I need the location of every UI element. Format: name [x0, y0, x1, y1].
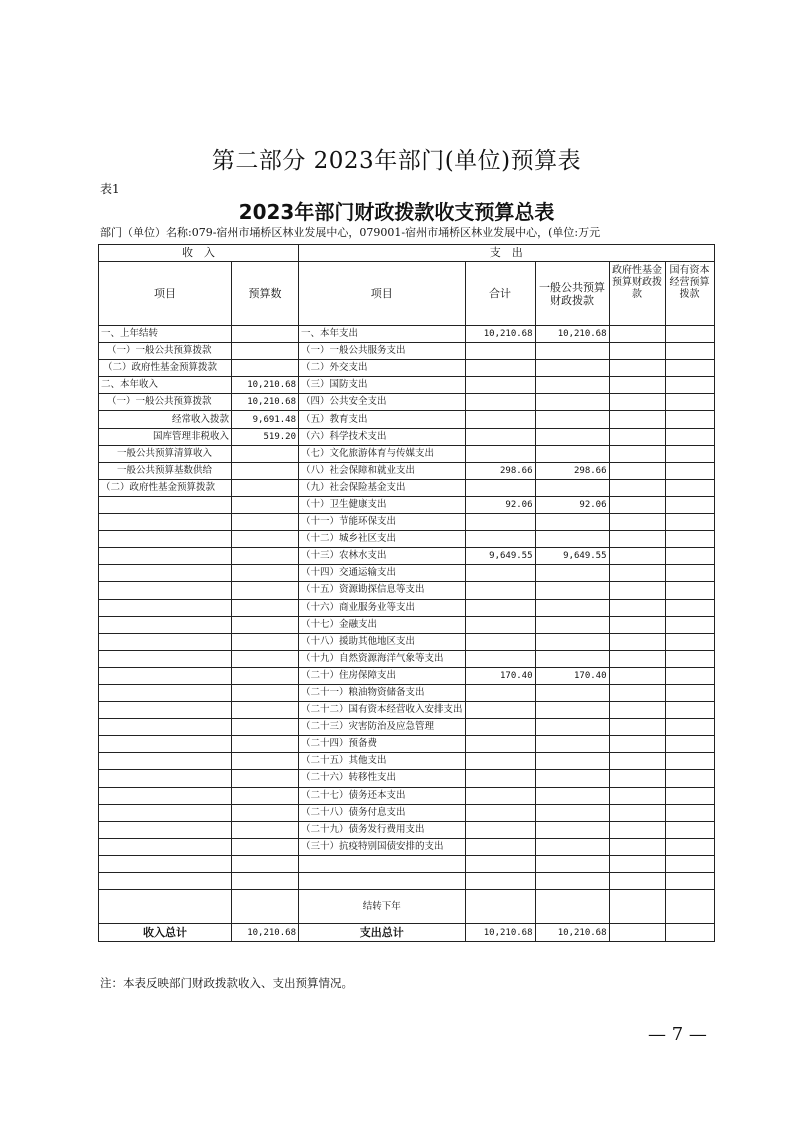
income-value-cell — [232, 770, 299, 787]
expense-fund-cell — [609, 479, 665, 496]
income-item-cell — [99, 582, 232, 599]
expense-state-cell — [665, 394, 714, 411]
income-item-cell — [99, 719, 232, 736]
expense-general-cell — [535, 855, 609, 872]
expense-item-cell: （二十五）其他支出 — [299, 753, 466, 770]
expense-state-cell — [665, 633, 714, 650]
table-row — [99, 838, 715, 855]
expense-general-cell — [535, 428, 609, 445]
expense-item-cell: （十四）交通运输支出 — [299, 565, 466, 582]
expense-fund-cell — [609, 736, 665, 753]
expense-state-cell — [665, 821, 714, 838]
expense-state-cell — [665, 531, 714, 548]
expense-state-cell — [665, 462, 714, 479]
expense-total-cell — [465, 804, 535, 821]
expense-general-cell — [535, 873, 609, 890]
table-row — [99, 633, 715, 650]
expense-state-cell — [665, 599, 714, 616]
income-value-cell — [232, 343, 299, 360]
table-row — [99, 360, 715, 377]
expense-state-cell — [665, 496, 714, 513]
expense-state-cell — [665, 514, 714, 531]
income-item-cell — [99, 667, 232, 684]
income-item-cell — [99, 787, 232, 804]
income-item-cell — [99, 514, 232, 531]
expense-fund-cell — [609, 496, 665, 513]
expense-fund-cell — [609, 548, 665, 565]
income-item-cell — [99, 684, 232, 701]
expense-general-cell — [535, 719, 609, 736]
expense-fund-cell — [609, 377, 665, 394]
expense-item-cell: （二十）住房保障支出 — [299, 667, 466, 684]
expense-state-cell — [665, 565, 714, 582]
expense-total-value: 10,210.68 — [465, 924, 535, 942]
table-row — [99, 599, 715, 616]
expense-item-cell: （二十六）转移性支出 — [299, 770, 466, 787]
expense-total-cell — [465, 565, 535, 582]
expense-general-cell — [535, 531, 609, 548]
expense-total-cell: 10,210.68 — [465, 326, 535, 343]
expense-general-cell — [535, 599, 609, 616]
expense-item-cell: （十八）援助其他地区支出 — [299, 633, 466, 650]
expense-total-cell — [465, 736, 535, 753]
income-value-cell — [232, 599, 299, 616]
expense-general-cell — [535, 616, 609, 633]
expense-item-cell: （一）一般公共服务支出 — [299, 343, 466, 360]
expense-state-cell — [665, 787, 714, 804]
footnote: 注：本表反映部门财政拨款收入、支出预算情况。 — [100, 976, 353, 990]
table-row — [99, 855, 715, 872]
expense-item-cell: （十五）资源勘探信息等支出 — [299, 582, 466, 599]
income-total-value: 10,210.68 — [232, 924, 299, 942]
income-value-cell — [232, 616, 299, 633]
expense-state-cell — [665, 804, 714, 821]
expense-state-cell — [665, 855, 714, 872]
column-header-row — [99, 262, 715, 326]
expense-total-cell — [465, 719, 535, 736]
table-row — [99, 343, 715, 360]
expense-item-cell: （八）社会保障和就业支出 — [299, 462, 466, 479]
expense-item-cell — [299, 873, 466, 890]
expense-general-cell — [535, 821, 609, 838]
section-header-row — [99, 245, 715, 262]
income-value-cell — [232, 736, 299, 753]
expense-state-cell — [665, 684, 714, 701]
expense-fund-cell — [609, 531, 665, 548]
expense-total-cell — [465, 873, 535, 890]
expense-general-total: 10,210.68 — [535, 924, 609, 942]
expense-general-cell — [535, 394, 609, 411]
expense-general-cell — [535, 514, 609, 531]
expense-fund-cell — [609, 343, 665, 360]
income-item-cell — [99, 838, 232, 855]
expense-item-cell: （四）公共安全支出 — [299, 394, 466, 411]
table-row — [99, 514, 715, 531]
expense-state-cell — [665, 753, 714, 770]
expense-general-cell: 9,649.55 — [535, 548, 609, 565]
expense-item-cell: （十七）金融支出 — [299, 616, 466, 633]
income-value-cell — [232, 890, 299, 924]
expense-state-cell — [665, 360, 714, 377]
expense-item-cell — [299, 855, 466, 872]
expense-fund-cell — [609, 702, 665, 719]
table-row — [99, 377, 715, 394]
income-total-label: 收入总计 — [99, 924, 232, 942]
expense-item-cell: （三十）抗疫特别国债安排的支出 — [299, 838, 466, 855]
table-row — [99, 770, 715, 787]
table-row — [99, 445, 715, 462]
expense-fund-cell — [609, 411, 665, 428]
expense-state-cell — [665, 616, 714, 633]
expense-fund-cell — [609, 753, 665, 770]
expense-item-cell: （二十七）债务还本支出 — [299, 787, 466, 804]
expense-fund-cell — [609, 667, 665, 684]
expense-general-cell — [535, 377, 609, 394]
expense-total-cell: 170.40 — [465, 667, 535, 684]
income-value-cell: 10,210.68 — [232, 394, 299, 411]
budget-table — [98, 244, 715, 942]
expense-item-cell: （七）文化旅游体育与传媒支出 — [299, 445, 466, 462]
table-row — [99, 565, 715, 582]
income-item-cell — [99, 770, 232, 787]
expense-general-cell — [535, 753, 609, 770]
expense-total-cell — [465, 343, 535, 360]
income-value-cell — [232, 548, 299, 565]
expense-fund-cell — [609, 719, 665, 736]
income-item-cell: （二）政府性基金预算拨款 — [99, 360, 232, 377]
expense-general-cell — [535, 360, 609, 377]
income-item-cell: 一般公共预算基数供给 — [99, 462, 232, 479]
table-row — [99, 428, 715, 445]
table-row — [99, 804, 715, 821]
part-title: 第二部分 2023年部门(单位)预算表 — [211, 148, 582, 174]
table-row — [99, 736, 715, 753]
expense-total-cell — [465, 360, 535, 377]
table-row — [99, 479, 715, 496]
expense-state-cell — [665, 838, 714, 855]
income-value-cell — [232, 702, 299, 719]
col-expense-total: 合计 — [465, 262, 535, 326]
income-value-cell — [232, 445, 299, 462]
income-item-cell — [99, 855, 232, 872]
table-row — [99, 326, 715, 343]
expense-fund-cell — [609, 445, 665, 462]
income-item-cell: （一）一般公共预算拨款 — [99, 394, 232, 411]
expense-state-cell — [665, 343, 714, 360]
income-value-cell — [232, 787, 299, 804]
income-value-cell — [232, 462, 299, 479]
income-value-cell — [232, 633, 299, 650]
expense-fund-cell — [609, 582, 665, 599]
expense-total-cell — [465, 770, 535, 787]
income-value-cell — [232, 719, 299, 736]
income-value-cell — [232, 582, 299, 599]
expense-fund-cell — [609, 360, 665, 377]
col-expense-item: 项目 — [299, 262, 466, 326]
expense-total-cell — [465, 650, 535, 667]
income-section-header: 收 入 — [99, 245, 299, 262]
empty-cell — [609, 890, 665, 924]
income-item-cell — [99, 736, 232, 753]
expense-total-cell — [465, 787, 535, 804]
expense-item-cell: （二）外交支出 — [299, 360, 466, 377]
expense-total-cell: 9,649.55 — [465, 548, 535, 565]
income-item-cell — [99, 531, 232, 548]
expense-state-cell — [665, 770, 714, 787]
expense-total-cell: 298.66 — [465, 462, 535, 479]
expense-state-cell — [665, 548, 714, 565]
table-row — [99, 496, 715, 513]
expense-fund-cell — [609, 855, 665, 872]
income-item-cell — [99, 702, 232, 719]
expense-state-cell — [665, 719, 714, 736]
table-number: 表1 — [100, 182, 120, 196]
expense-item-cell: （二十四）预备费 — [299, 736, 466, 753]
expense-fund-cell — [609, 394, 665, 411]
expense-total-cell — [465, 753, 535, 770]
table-row — [99, 684, 715, 701]
table-row — [99, 548, 715, 565]
expense-general-cell — [535, 565, 609, 582]
income-value-cell — [232, 684, 299, 701]
table-row — [99, 462, 715, 479]
income-value-cell — [232, 565, 299, 582]
income-value-cell — [232, 838, 299, 855]
expense-fund-cell — [609, 599, 665, 616]
expense-total-cell — [465, 514, 535, 531]
income-item-cell — [99, 804, 232, 821]
expense-fund-cell — [609, 650, 665, 667]
income-item-cell — [99, 616, 232, 633]
income-value-cell: 519.20 — [232, 428, 299, 445]
income-item-cell — [99, 565, 232, 582]
expense-fund-cell — [609, 326, 665, 343]
expense-total-cell — [465, 838, 535, 855]
expense-state-cell — [665, 582, 714, 599]
expense-state-cell — [665, 377, 714, 394]
expense-general-cell — [535, 702, 609, 719]
expense-total-label: 支出总计 — [299, 924, 466, 942]
expense-item-cell: （二十二）国有资本经营收入安排支出 — [299, 702, 466, 719]
expense-item-cell: （三）国防支出 — [299, 377, 466, 394]
empty-cell — [665, 924, 714, 942]
expense-total-cell — [465, 633, 535, 650]
expense-general-cell: 298.66 — [535, 462, 609, 479]
income-value-cell — [232, 514, 299, 531]
expense-general-cell — [535, 411, 609, 428]
expense-fund-cell — [609, 684, 665, 701]
income-value-cell — [232, 667, 299, 684]
table-title: 2023年部门财政拨款收支预算总表 — [238, 200, 555, 224]
table-row — [99, 787, 715, 804]
table-row — [99, 650, 715, 667]
expense-general-cell: 92.06 — [535, 496, 609, 513]
page-number: — 7 — — [648, 1024, 707, 1045]
empty-cell — [609, 924, 665, 942]
expense-fund-cell — [609, 565, 665, 582]
expense-general-cell — [535, 804, 609, 821]
expense-general-cell — [535, 479, 609, 496]
expense-general-cell — [535, 684, 609, 701]
empty-cell — [665, 890, 714, 924]
expense-fund-cell — [609, 787, 665, 804]
income-item-cell: 国库管理非税收入 — [99, 428, 232, 445]
table-row — [99, 411, 715, 428]
income-value-cell — [232, 496, 299, 513]
table-row — [99, 873, 715, 890]
department-line: 部门（单位）名称:079-宿州市埇桥区林业发展中心，079001-宿州市埇桥区林业发展中心，(单位:万元 — [100, 226, 601, 239]
expense-item-cell: （十九）自然资源海洋气象等支出 — [299, 650, 466, 667]
expense-fund-cell — [609, 633, 665, 650]
col-income-item: 项目 — [99, 262, 232, 326]
expense-state-cell — [665, 873, 714, 890]
expense-general-cell — [535, 650, 609, 667]
expense-state-cell — [665, 428, 714, 445]
income-item-cell — [99, 599, 232, 616]
expense-total-cell — [465, 479, 535, 496]
expense-total-cell — [465, 821, 535, 838]
expense-general-cell — [535, 343, 609, 360]
totals-row — [99, 924, 715, 942]
income-item-cell — [99, 753, 232, 770]
expense-general-cell — [535, 736, 609, 753]
expense-item-cell: （十）卫生健康支出 — [299, 496, 466, 513]
table-row — [99, 667, 715, 684]
expense-fund-cell — [609, 770, 665, 787]
income-item-cell: 二、本年收入 — [99, 377, 232, 394]
income-value-cell — [232, 753, 299, 770]
expense-fund-cell — [609, 462, 665, 479]
expense-total-cell — [465, 702, 535, 719]
income-item-cell — [99, 633, 232, 650]
expense-fund-cell — [609, 514, 665, 531]
expense-item-cell: （十二）城乡社区支出 — [299, 531, 466, 548]
income-value-cell — [232, 531, 299, 548]
income-item-cell: （二）政府性基金预算拨款 — [99, 479, 232, 496]
expense-general-cell — [535, 787, 609, 804]
expense-item-cell: （六）科学技术支出 — [299, 428, 466, 445]
col-income-budget: 预算数 — [232, 262, 299, 326]
expense-total-cell — [465, 394, 535, 411]
table-row — [99, 821, 715, 838]
income-value-cell — [232, 360, 299, 377]
expense-fund-cell — [609, 616, 665, 633]
table-row — [99, 531, 715, 548]
expense-item-cell: （十一）节能环保支出 — [299, 514, 466, 531]
expense-general-cell — [535, 582, 609, 599]
income-value-cell — [232, 821, 299, 838]
income-item-cell: 经常收入拨款 — [99, 411, 232, 428]
expense-general-cell — [535, 445, 609, 462]
income-item-cell: （一）一般公共预算拨款 — [99, 343, 232, 360]
table-row — [99, 719, 715, 736]
expense-total-cell — [465, 428, 535, 445]
income-item-cell — [99, 496, 232, 513]
expense-general-cell: 170.40 — [535, 667, 609, 684]
empty-cell — [535, 890, 609, 924]
income-value-cell: 9,691.48 — [232, 411, 299, 428]
income-value-cell — [232, 326, 299, 343]
expense-fund-cell — [609, 428, 665, 445]
expense-general-cell: 10,210.68 — [535, 326, 609, 343]
empty-cell — [465, 890, 535, 924]
expense-general-cell — [535, 633, 609, 650]
income-value-cell — [232, 479, 299, 496]
expense-general-cell — [535, 838, 609, 855]
table-row — [99, 394, 715, 411]
expense-general-cell — [535, 770, 609, 787]
expense-total-cell: 92.06 — [465, 496, 535, 513]
expense-item-cell: （十六）商业服务业等支出 — [299, 599, 466, 616]
expense-fund-cell — [609, 804, 665, 821]
income-item-cell — [99, 548, 232, 565]
income-item-cell: 一般公共预算清算收入 — [99, 445, 232, 462]
expense-total-cell — [465, 599, 535, 616]
col-state-capital: 国有资本经营预算拨款 — [665, 262, 714, 326]
income-value-cell — [232, 804, 299, 821]
table-row — [99, 753, 715, 770]
expense-total-cell — [465, 855, 535, 872]
expense-state-cell — [665, 411, 714, 428]
expense-item-cell: （九）社会保险基金支出 — [299, 479, 466, 496]
expense-section-header: 支 出 — [299, 245, 715, 262]
expense-total-cell — [465, 411, 535, 428]
table-row — [99, 616, 715, 633]
expense-total-cell — [465, 445, 535, 462]
expense-state-cell — [665, 702, 714, 719]
expense-item-cell: （二十三）灾害防治及应急管理 — [299, 719, 466, 736]
income-value-cell — [232, 650, 299, 667]
expense-item-cell: （十三）农林水支出 — [299, 548, 466, 565]
expense-total-cell — [465, 531, 535, 548]
expense-state-cell — [665, 736, 714, 753]
col-fund-budget: 政府性基金预算财政拨款 — [609, 262, 665, 326]
carry-over-row — [99, 890, 715, 924]
expense-state-cell — [665, 650, 714, 667]
table-row — [99, 582, 715, 599]
expense-total-cell — [465, 582, 535, 599]
expense-total-cell — [465, 377, 535, 394]
col-general-budget: 一般公共预算财政拨款 — [535, 262, 609, 326]
income-value-cell — [232, 873, 299, 890]
expense-item-cell: （五）教育支出 — [299, 411, 466, 428]
income-item-cell: 一、上年结转 — [99, 326, 232, 343]
expense-total-cell — [465, 616, 535, 633]
expense-fund-cell — [609, 873, 665, 890]
income-value-cell — [232, 855, 299, 872]
carry-over-label: 结转下年 — [299, 890, 466, 924]
table-row — [99, 702, 715, 719]
expense-total-cell — [465, 684, 535, 701]
expense-state-cell — [665, 326, 714, 343]
expense-fund-cell — [609, 838, 665, 855]
expense-item-cell: 一、本年支出 — [299, 326, 466, 343]
expense-state-cell — [665, 445, 714, 462]
income-item-cell — [99, 890, 232, 924]
expense-item-cell: （二十八）债务付息支出 — [299, 804, 466, 821]
expense-item-cell: （二十九）债务发行费用支出 — [299, 821, 466, 838]
expense-fund-cell — [609, 821, 665, 838]
income-value-cell: 10,210.68 — [232, 377, 299, 394]
income-item-cell — [99, 821, 232, 838]
expense-state-cell — [665, 479, 714, 496]
income-item-cell — [99, 873, 232, 890]
income-item-cell — [99, 650, 232, 667]
expense-item-cell: （二十一）粮油物资储备支出 — [299, 684, 466, 701]
expense-state-cell — [665, 667, 714, 684]
